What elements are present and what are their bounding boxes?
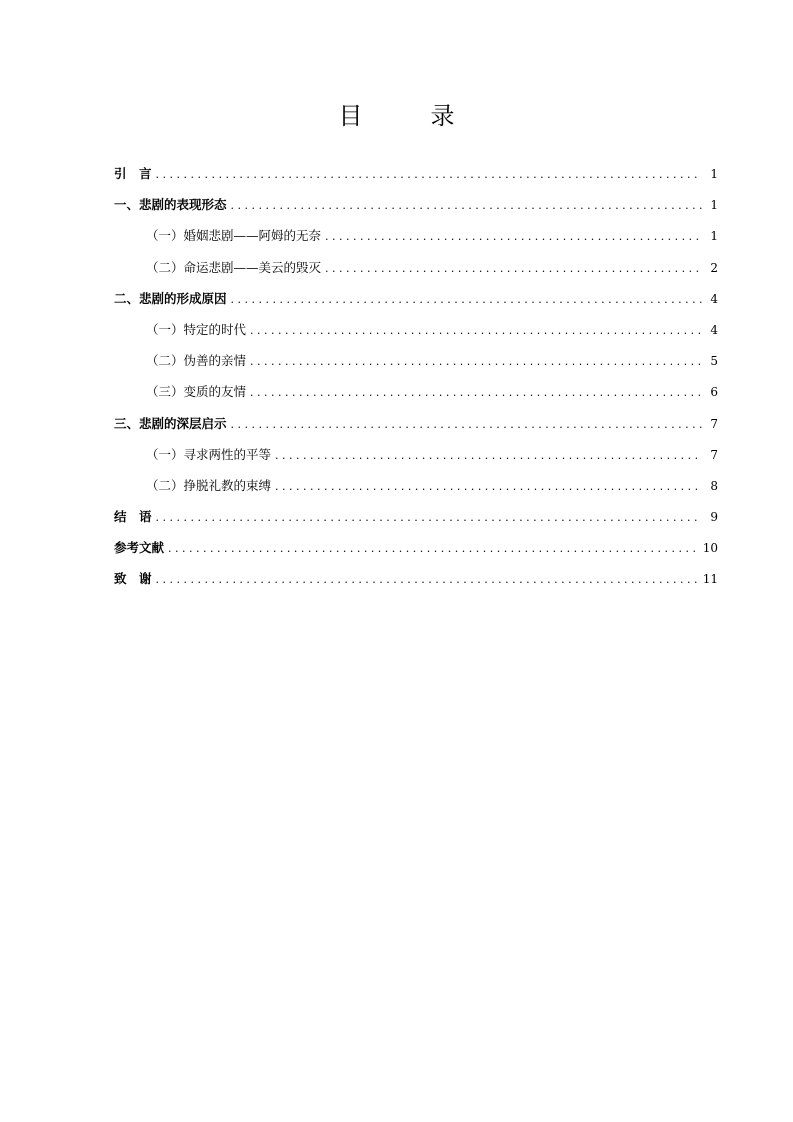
toc-entry-section-1[interactable]: [114, 189, 718, 220]
toc-entry-section-1-2[interactable]: [114, 252, 718, 283]
toc-page-number: 11: [702, 572, 718, 587]
toc-entry-conclusion[interactable]: [114, 501, 718, 532]
toc-page-number: 1: [710, 198, 718, 213]
toc-entry-label: （二）伪善的亲情: [146, 353, 247, 369]
toc-dot-leader: [231, 190, 702, 221]
toc-page-number: 10: [702, 541, 718, 556]
toc-dot-leader: [325, 221, 702, 252]
toc-entry-label: （一）婚姻悲剧——阿姆的无奈: [146, 228, 322, 244]
toc-page-number: 4: [710, 291, 718, 306]
toc-dot-leader: [325, 253, 702, 284]
toc-dot-leader: [168, 533, 699, 564]
toc-dot-leader: [275, 440, 702, 471]
toc-entry-label: （二）挣脱礼教的束缚: [146, 477, 272, 493]
toc-entry-section-2-3[interactable]: [114, 376, 718, 407]
toc-entry-section-1-1[interactable]: [114, 220, 718, 251]
toc-page-number: 8: [710, 478, 718, 493]
toc-page-number: 7: [710, 447, 718, 462]
toc-entry-section-3[interactable]: [114, 408, 718, 439]
toc-entry-section-2-1[interactable]: [114, 314, 718, 345]
toc-entry-label: 一、悲剧的表现形态: [114, 197, 227, 213]
toc-dot-leader: [250, 377, 702, 408]
toc-entry-label: （一）寻求两性的平等: [146, 446, 272, 462]
toc-page-number: 9: [710, 510, 718, 525]
toc-page-number: 4: [710, 322, 718, 337]
toc-entry-section-3-2[interactable]: [114, 470, 718, 501]
toc-entry-label: 引 言: [114, 166, 152, 181]
toc-dot-leader: [275, 471, 702, 502]
toc-dot-leader: [231, 409, 702, 440]
toc-dot-leader: [156, 502, 702, 533]
toc-page-number: 6: [710, 385, 718, 400]
toc-page-number: 1: [710, 229, 718, 244]
toc-title: 目 录: [338, 102, 477, 130]
toc-entry-label: 三、悲剧的深层启示: [114, 415, 227, 431]
toc-entry-label: 致 谢: [114, 571, 152, 587]
toc-entry-section-3-1[interactable]: [114, 439, 718, 470]
toc-page-number: 7: [710, 416, 718, 431]
toc-dot-leader: [250, 315, 702, 346]
toc-entry-section-2[interactable]: [114, 283, 718, 314]
toc-entry-label: 参考文献: [114, 540, 165, 556]
toc-entry-acknowledgements[interactable]: [114, 563, 718, 594]
toc-dot-leader: [156, 159, 702, 190]
toc-entry-section-2-2[interactable]: [114, 345, 718, 376]
toc-entry-label: （一）特定的时代: [146, 321, 247, 337]
toc-entry-references[interactable]: [114, 532, 718, 563]
toc-page-number: 2: [710, 260, 718, 275]
toc-entry-label: 二、悲剧的形成原因: [114, 290, 227, 306]
toc-entry-label: （三）变质的友情: [146, 384, 247, 400]
toc-list: [114, 158, 718, 595]
toc-dot-leader: [250, 346, 702, 377]
toc-entry-label: 结 语: [114, 509, 152, 525]
toc-entry-label: （二）命运悲剧——美云的毁灭: [146, 259, 322, 275]
toc-dot-leader: [231, 284, 702, 315]
toc-page-number: 1: [710, 167, 718, 181]
toc-entry-introduction[interactable]: [114, 158, 718, 189]
toc-page-number: 5: [710, 354, 718, 369]
toc-dot-leader: [156, 564, 699, 595]
